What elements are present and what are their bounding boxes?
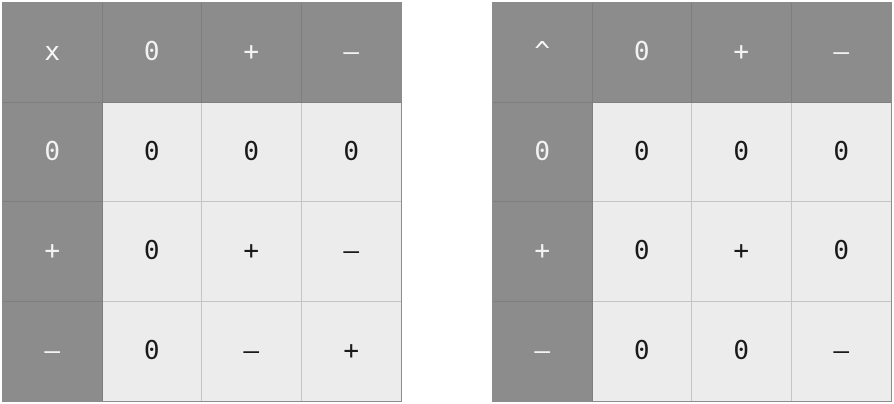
operator-symbol: x [3,3,103,103]
row-header: 0 [493,103,593,203]
result-cell: + [302,302,402,402]
row-header: – [493,302,593,402]
column-header: + [692,3,792,103]
result-cell: 0 [792,103,892,203]
result-cell: – [202,302,302,402]
operator-symbol: ^ [493,3,593,103]
column-header: – [792,3,892,103]
column-header: + [202,3,302,103]
result-cell: 0 [593,302,693,402]
column-header: – [302,3,402,103]
result-cell: + [692,202,792,302]
result-cell: 0 [593,103,693,203]
result-cell: – [302,202,402,302]
result-cell: 0 [103,302,203,402]
row-header: – [3,302,103,402]
row-header: + [3,202,103,302]
result-cell: 0 [302,103,402,203]
column-header: 0 [593,3,693,103]
result-cell: + [202,202,302,302]
result-cell: 0 [792,202,892,302]
result-cell: 0 [103,202,203,302]
result-cell: 0 [692,302,792,402]
column-header: 0 [103,3,203,103]
row-header: 0 [3,103,103,203]
multiplication-table [2,2,402,402]
result-cell: 0 [103,103,203,203]
wedge-table [492,2,892,402]
row-header: + [493,202,593,302]
result-cell: 0 [692,103,792,203]
result-cell: 0 [593,202,693,302]
result-cell: 0 [202,103,302,203]
result-cell: – [792,302,892,402]
